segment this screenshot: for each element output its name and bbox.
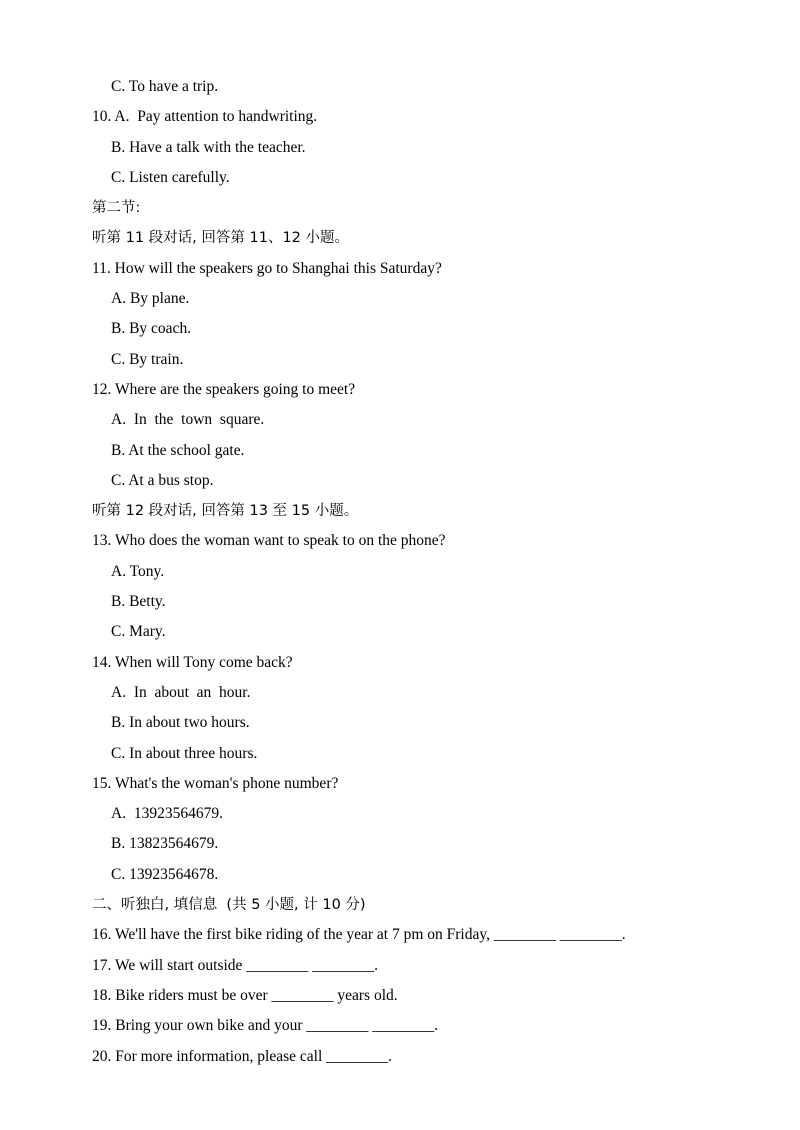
question-15: 15. What's the woman's phone number? (92, 774, 339, 792)
section-heading-part-two-monologue: 二、听独白, 填信息 (共 5 小题, 计 10 分) (92, 897, 366, 914)
option-b-q14: B. In about two hours. (111, 714, 250, 732)
option-a-q13: A. Tony. (111, 562, 165, 580)
question-19: 19. Bring your own bike and your ________ ________. (92, 1017, 439, 1035)
option-c-q15: C. 13923564678. (111, 865, 219, 883)
option-a-q11: A. By plane. (111, 290, 190, 308)
option-c-q13: C. Mary. (111, 623, 166, 641)
option-c-q10: C. Listen carefully. (111, 168, 230, 186)
option-c-q11: C. By train. (111, 350, 184, 368)
option-b-q10: B. Have a talk with the teacher. (111, 138, 306, 156)
option-b-q15: B. 13823564679. (111, 835, 219, 853)
document-page (0, 72, 800, 1072)
question-14: 14. When will Tony come back? (92, 653, 293, 671)
question-17: 17. We will start outside ________ ________. (92, 956, 379, 974)
option-c-q14: C. In about three hours. (111, 744, 258, 762)
question-10: 10. A. Pay attention to handwriting. (92, 108, 318, 126)
option-a-q12: A. In the town square. (111, 411, 265, 429)
question-13: 13. Who does the woman want to speak to on the phone? (92, 532, 446, 550)
option-a-q14: A. In about an hour. (111, 683, 251, 701)
question-20: 20. For more information, please call ________. (92, 1047, 393, 1065)
option-b-q13: B. Betty. (111, 593, 166, 611)
question-12: 12. Where are the speakers going to meet? (92, 380, 356, 398)
dialogue-12-instruction: 听第 12 段对话, 回答第 13 至 15 小题。 (92, 503, 359, 520)
question-18: 18. Bike riders must be over ________ years old. (92, 986, 398, 1004)
option-c-q12: C. At a bus stop. (111, 471, 214, 489)
option-a-q15: A. 13923564679. (111, 805, 223, 823)
dialogue-11-instruction: 听第 11 段对话, 回答第 11、12 小题。 (92, 230, 350, 247)
section-heading-part-two: 第二节: (92, 200, 141, 217)
question-11: 11. How will the speakers go to Shanghai this Saturday? (92, 259, 442, 277)
option-b-q11: B. By coach. (111, 320, 192, 338)
option-c-q9: C. To have a trip. (111, 78, 219, 95)
question-16: 16. We'll have the first bike riding of the year at 7 pm on Friday, ________ ________. (92, 926, 626, 944)
option-b-q12: B. At the school gate. (111, 441, 245, 459)
